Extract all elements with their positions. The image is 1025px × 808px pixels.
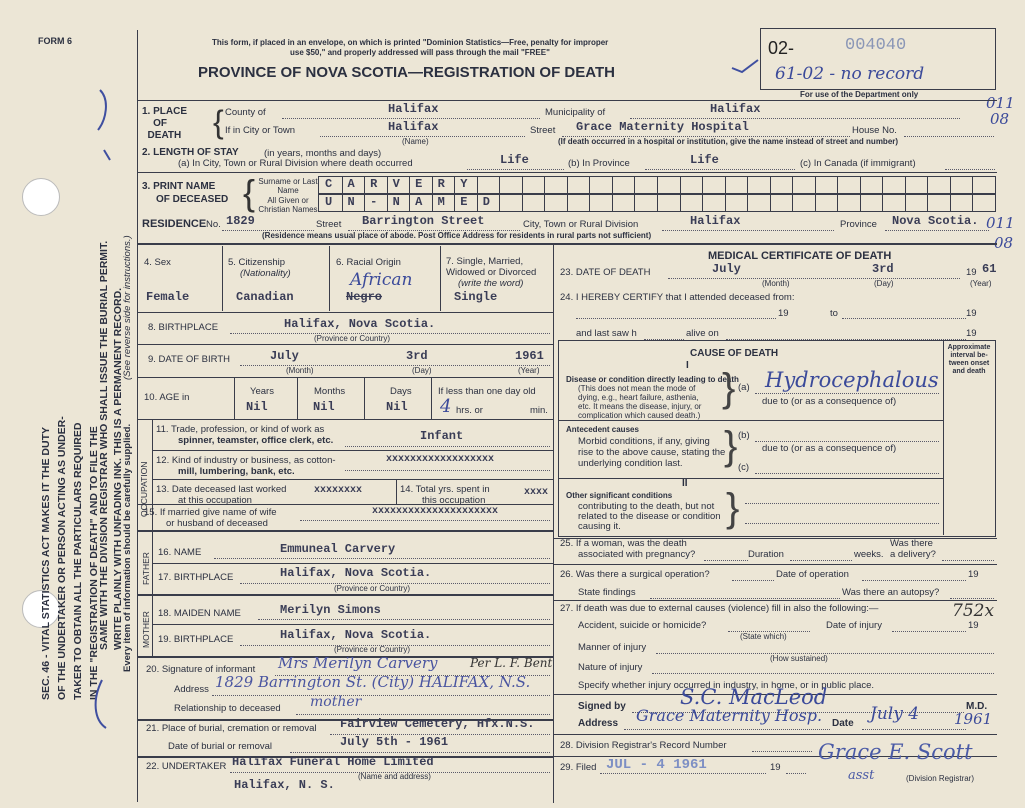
q25-label-a: 25. If a woman, was the death — [560, 538, 687, 549]
dob-month-sub: (Month) — [286, 366, 314, 375]
given-name-letter: - — [370, 195, 378, 209]
street-value: Grace Maternity Hospital — [576, 120, 749, 134]
occ-12-label-a: 12. Kind of industry or business, as cotton- — [156, 455, 336, 466]
q25-delivery: a delivery? — [890, 549, 936, 560]
undertaker-sub: (Name and address) — [358, 772, 431, 781]
state-findings: State findings — [578, 587, 636, 598]
q29-19: 19 — [770, 762, 781, 773]
stay-a-label: (a) In City, Town or Rural Division where death occurred — [178, 158, 413, 169]
date-of-death-label: 23. DATE OF DEATH — [560, 267, 651, 278]
occ-15-value: xxxxxxxxxxxxxxxxxxxxx — [372, 506, 499, 517]
signed-by-label: Signed by — [578, 701, 626, 712]
disease-line-1: Disease or condition directly leading to death — [566, 375, 739, 384]
minutes-label: min. — [530, 405, 548, 416]
q26-label: 26. Was there a surgical operation? — [560, 569, 710, 580]
other-2: contributing to the death, but not — [578, 501, 715, 512]
age-days: Nil — [386, 400, 408, 414]
surname-letter: V — [392, 177, 400, 191]
marital-value: Single — [454, 290, 498, 304]
signed-by-signature: S.C. MacLeod — [680, 685, 828, 709]
city-town-label: If in City or Town — [225, 125, 296, 136]
municipality-value: Halifax — [710, 102, 761, 116]
dod-year: 61 — [982, 262, 997, 276]
racial-origin-typed: Negro — [346, 290, 383, 304]
surname-letter: Y — [460, 177, 468, 191]
father-birthplace: Halifax, Nova Scotia. — [280, 566, 432, 580]
margin-code-3: 011 — [986, 214, 1015, 232]
q27-label: 27. If death was due to external causes (violence) fill in also the following:— — [560, 603, 879, 614]
sex-value: Female — [146, 290, 190, 304]
print-name-label-1: 3. PRINT NAME — [142, 181, 216, 192]
dod-year-prefix: 19 — [966, 267, 977, 278]
occ-15-label-b: or husband of deceased — [166, 518, 268, 529]
dod-year-sub: (Year) — [970, 279, 992, 288]
margin-code-1: 011 — [986, 94, 1015, 112]
sidebar-line-3: TAKER TO OBTAIN ALL THE PARTICULARS REQUIRED — [72, 422, 84, 700]
certify-19b: 19 — [966, 308, 977, 319]
age-years-label: Years — [250, 386, 274, 397]
punch-hole-top — [22, 178, 60, 216]
informant-signature: Mrs Merilyn Carvery — [278, 654, 438, 672]
cause-a-value: Hydrocephalous — [765, 368, 939, 392]
occ-13-label-a: 13. Date deceased last worked — [156, 484, 287, 495]
street-label: Street — [530, 125, 556, 136]
marital-label-1: 7. Single, Married, — [446, 256, 524, 267]
hours-label: hrs. or — [456, 405, 483, 416]
surname-letter: C — [325, 177, 333, 191]
dod-day: 3rd — [872, 262, 894, 276]
surname-label: Surname or Last Name — [258, 177, 318, 195]
residence-province-label: Province — [840, 219, 877, 230]
less-than-day-label: If less than one day old — [438, 386, 536, 397]
age-months: Nil — [313, 400, 335, 414]
form-title: PROVINCE OF NOVA SCOTIA—REGISTRATION OF DEATH — [198, 64, 615, 81]
medical-cert-title: MEDICAL CERTIFICATE OF DEATH — [708, 250, 892, 262]
occ-14-label-a: 14. Total yrs. spent in — [400, 484, 490, 495]
municipality-label: Municipality of — [545, 107, 606, 118]
cert-address: Grace Maternity Hosp. — [636, 706, 823, 725]
stay-b-label: (b) In Province — [568, 158, 630, 169]
envelope-notice-2: use $50," and properly addressed will pass through the mail "FREE" — [290, 48, 550, 57]
form-number: FORM 6 — [38, 36, 73, 46]
surname-letter: R — [370, 177, 378, 191]
given-name-letter: N — [392, 195, 400, 209]
roman-1: I — [686, 360, 689, 371]
given-name-boxes — [318, 194, 996, 212]
given-name-letter: M — [437, 195, 445, 209]
death-registration-form: SEC. 46 - VITAL STATISTICS ACT MAKES IT THE DUTY OF THE UNDERTAKER OR PERSON ACTING AS UNDER- TAKER TO OBTAIN ALL THE PARTICULARS REQUIRED IN THE "REGISTRATION OF DEATH" AND TO FILE THE SAME WITH THE DIVISION REGISTRAR WHO SHALL ISSUE THE BURIAL PERMIT. WRITE PLAINLY WITH UNFADING INK. THIS IS A PERMANENT RECORD. Every item of information should be carefully supplied. (See reverse side for instructions.) FORM 6 This form, if placed in an envelope, on which is printed "Dominion Statistics—Free, penalty for improper use $50," and properly addressed will pass through the mail "FREE" PROVINCE OF NOVA SCOTIA—REGISTRATION OF DEATH 02- 004040 61-02 - no record For use of the Department only 011 08 1. PLACE OF DEATH { County of Halifax Municipality of Halifax If in City or Town Halifax (Name) Street Grace Maternity Hospital House No. (If death occurred in a hospital or institution, give the name instead of street and number) 2. LENGTH OF STAY (in years, months and days) (a) In City, Town or Rural Division where death occurred Life (b) In Province Life (c) In Canada (if immigrant) 3. PRINT NAME OF DECEASED { Surname or Last Name All Given or Christian Names C A R V E R Y U N - N A M E D RESIDENCE No. 1829 Street Barrington Street City, Town or Rural Division Halifax Province Nova Scotia. (Residence means usual place of abode. Post Office Address for residents in rural parts not sufficient) 011 08 4. Sex Female 5. Citizenship (Nationality) Canadian 6. Racial Origin African Negro 7. Single, Married, Widowed or Divorced (write the word) Single 8. BIRTHPLACE Halifax, Nova Scotia. (Province or Country) 9. DATE OF BIRTH July 3rd 1961 (Month) (Day) (Year) 10. AGE in Years Months Days Nil Nil Nil If less than one day old 4 hrs. or min. OCCUPATION 11. Trade, profession, or kind of work as spinner, teamster, office clerk, etc. Infant 12. Kind of industry or business, as cotton- mill, lumbering, bank, etc. xxxxxxxxxxxxxxxxxx 13. Date deceased last worked at this occupation xxxxxxxx 14. Total yrs. spent in this occupation xxxx 15. If married give name of wife or husband of deceased xxxxxxxxxxxxxxxxxxxxx FATHER 16. NAME Emmuneal Carvery 17. BIRTHPLACE Halifax, Nova Scotia. (Province or Country) MOTHER 18. MAIDEN NAME Merilyn Simons 19. BIRTHPLACE Halifax, Nova Scotia. (Province or Country) 20. Signature of informant Mrs Merilyn Carvery Per L. F. Bent Address 1829 Barrington St. (City) HALIFAX, N.S. Relationship to deceased mother 21. Place of burial, cremation or removal Fairview Cemetery, Hfx.N.S. Date of burial or removal July 5th - 1961 22. UNDERTAKER Halifax Funeral Home Limited (Name and address) Halifax, N. S. MEDICAL CERTIFICATE OF DEATH 23. DATE OF DEATH July 3rd 19 61 (Month) (Day) (Year) 24. I HEREBY CERTIFY that I attended deceased from: 19 to 19 and last saw h alive on 19 CAUSE OF DEATH Approximate interval be-tween onset and death I Disease or condition directly leading to death (This does not mean the mode of dying, e.g., heart failure, asthenia, etc. It means the disease, injury, or complication which caused death.) } (a) Hydrocephalous due to (or as a consequence of) Antecedent causes Morbid conditions, if any, giving rise to the above cause, stating the underlying condition last. } (b) due to (or as a consequence of) (c) II Other significant conditions contributing to the death, but not related to the disease or condition causing it. } 25. If a woman, was the death associated with pregnancy? Duration weeks. Was there a delivery? 26. Was there a surgical operation? Date of operation 19 State findings Was there an autopsy? 27. If death was due to external causes (violence) fill in also the following:— 752x Accident, suicide or homicide? (State which) Date of injury 19 Manner of injury (How sustained) Nature of injury Specify whether injury occurred in industry, in home, or in public place. Signed by S.C. MacLeod M.D. Address Grace Maternity Hosp. Date July 4 1961 28. Division Registrar's Record Number 29. Filed JUL - 4 1961 19 Grace E. Scott asst (Division Registrar) — [0, 0, 1025, 808]
occ-15-label-a: 15. If married give name of wife — [144, 507, 277, 518]
q28-label: 28. Division Registrar's Record Number — [560, 740, 727, 751]
given-name-letter: N — [347, 195, 355, 209]
father-birthplace-label: 17. BIRTHPLACE — [158, 572, 234, 583]
hospital-note: (If death occurred in a hospital or institution, give the name instead of street and number) — [558, 137, 899, 146]
department-note: 61-02 - no record — [775, 64, 925, 84]
occ-11-value: Infant — [420, 429, 464, 443]
informant-sig-label: 20. Signature of informant — [146, 664, 256, 675]
stay-b-value: Life — [690, 153, 719, 167]
mother-birthplace-sub: (Province or Country) — [334, 645, 411, 654]
county-label: County of — [225, 107, 266, 118]
mother-birthplace: Halifax, Nova Scotia. — [280, 628, 432, 642]
nature-label: Nature of injury — [578, 662, 643, 673]
q26-19: 19 — [968, 569, 979, 580]
cause-a-label: (a) — [738, 382, 750, 393]
birthplace-label: 8. BIRTHPLACE — [148, 322, 219, 333]
age-days-label: Days — [390, 386, 412, 397]
sidebar-line-7: Every item of information should be carefully supplied. — [122, 423, 133, 672]
age-years: Nil — [246, 400, 268, 414]
given-names-label: All Given or Christian Names — [258, 196, 318, 214]
q25-duration: Duration — [748, 549, 784, 560]
sidebar-line-5: SAME WITH THE DIVISION REGISTRAR WHO SHALL ISSUE THE BURIAL PERMIT. — [98, 240, 110, 650]
residence-street: Barrington Street — [362, 214, 485, 228]
q25-was-there: Was there — [890, 538, 933, 549]
other-4: causing it. — [578, 521, 621, 532]
occupation-side-label: OCCUPATION — [139, 461, 149, 517]
how-sustained: (How sustained) — [770, 654, 828, 663]
certify-19a: 19 — [778, 308, 789, 319]
margin-code-4: 08 — [994, 234, 1014, 252]
q25-weeks: weeks. — [854, 549, 884, 560]
given-name-letter: D — [482, 195, 490, 209]
citizenship-value: Canadian — [236, 290, 294, 304]
informant-address-label: Address — [174, 684, 209, 695]
mother-name-label: 18. MAIDEN NAME — [158, 608, 241, 619]
burial-place-label: 21. Place of burial, cremation or removal — [146, 723, 317, 734]
county-value: Halifax — [388, 102, 439, 116]
disease-line-2: (This does not mean the mode of — [578, 384, 696, 393]
residence-note: (Residence means usual place of abode. Post Office Address for residents in rural parts not sufficient) — [262, 231, 652, 240]
undertaker-city: Halifax, N. S. — [234, 778, 335, 792]
registrar-signature: Grace E. Scott — [818, 740, 973, 764]
dob-day: 3rd — [406, 349, 428, 363]
roman-2: II — [682, 478, 688, 489]
q27-19: 19 — [968, 620, 979, 631]
occ-13-value: xxxxxxxx — [314, 485, 363, 496]
mother-side-label: MOTHER — [141, 611, 151, 648]
other-1: Other significant conditions — [566, 491, 673, 500]
sidebar-line-4: IN THE "REGISTRATION OF DEATH" AND TO FILE THE — [88, 426, 100, 700]
hours-value: 4 — [440, 396, 452, 417]
given-name-letter: U — [325, 195, 333, 209]
surname-letter: A — [347, 177, 355, 191]
dob-year: 1961 — [515, 349, 544, 363]
marital-label-2: Widowed or Divorced — [446, 267, 537, 278]
racial-origin-label: 6. Racial Origin — [336, 257, 401, 268]
city-town-value: Halifax — [388, 120, 439, 134]
burial-date: July 5th - 1961 — [340, 735, 449, 749]
sidebar-line-6: WRITE PLAINLY WITH UNFADING INK. THIS IS A PERMANENT RECORD. — [112, 287, 124, 650]
disease-line-4: etc. It means the disease, injury, or — [578, 402, 702, 411]
birthplace-value: Halifax, Nova Scotia. — [284, 317, 436, 331]
father-side-label: FATHER — [141, 552, 151, 585]
dod-month: July — [712, 262, 741, 276]
marital-label-3: (write the word) — [458, 278, 524, 289]
dod-month-sub: (Month) — [762, 279, 790, 288]
last-saw-label: and last saw h — [576, 328, 637, 339]
citizenship-sub: (Nationality) — [240, 268, 291, 279]
certify-label: 24. I HEREBY CERTIFY that I attended deceased from: — [560, 292, 795, 303]
mother-name: Merilyn Simons — [280, 603, 381, 617]
antecedent-4: underlying condition last. — [578, 458, 683, 469]
code-752x: 752x — [952, 601, 995, 621]
antecedent-1: Antecedent causes — [566, 425, 639, 434]
place-of-death-label: 1. PLACE OF DEATH — [142, 106, 188, 141]
stay-c-label: (c) In Canada (if immigrant) — [800, 158, 916, 169]
sidebar-line-1: SEC. 46 - VITAL STATISTICS ACT MAKES IT THE DUTY — [40, 426, 52, 700]
manner-label: Manner of injury — [578, 642, 647, 653]
residence-no: 1829 — [226, 214, 255, 228]
disease-line-5: complication which caused death.) — [578, 411, 701, 420]
cause-b-label: (b) — [738, 430, 750, 441]
registrar-asst: asst — [848, 768, 875, 783]
surname-letter: E — [415, 177, 423, 191]
registration-number: 004040 — [845, 36, 907, 55]
given-name-letter: A — [415, 195, 423, 209]
length-of-stay-label: 2. LENGTH OF STAY — [142, 147, 239, 158]
certify-19c: 19 — [966, 328, 977, 339]
age-months-label: Months — [314, 386, 346, 397]
antecedent-3: rise to the above cause, stating the — [578, 447, 726, 458]
accident-label: Accident, suicide or homicide? — [578, 620, 707, 631]
dob-label: 9. DATE OF BIRTH — [148, 354, 230, 365]
dod-day-sub: (Day) — [874, 279, 894, 288]
occ-11-label-b: spinner, teamster, office clerk, etc. — [178, 435, 334, 446]
residence-province: Nova Scotia. — [892, 214, 979, 228]
residence-city-label: City, Town or Rural Division — [523, 219, 639, 230]
other-3: related to the disease or condition — [578, 511, 721, 522]
q26-date-op: Date of operation — [776, 569, 849, 580]
occ-11-label-a: 11. Trade, profession, or kind of work as — [156, 424, 325, 435]
length-of-stay-sub: (in years, months and days) — [264, 148, 382, 159]
registrar-label: (Division Registrar) — [906, 774, 975, 783]
mother-birthplace-label: 19. BIRTHPLACE — [158, 634, 234, 645]
dob-day-sub: (Day) — [412, 366, 432, 375]
surname-letter: R — [437, 177, 445, 191]
filed-stamp: JUL - 4 1961 — [606, 757, 707, 773]
occ-13-label-b: at this occupation — [178, 495, 252, 506]
disease-line-3: dying, e.g., heart failure, asthenia, — [578, 393, 699, 402]
occ-14-value: xxxx — [524, 487, 549, 498]
certify-to: to — [830, 308, 838, 319]
informant-address: 1829 Barrington St. (City) HALIFAX, N.S. — [215, 673, 531, 691]
cert-address-label: Address — [578, 718, 619, 729]
sidebar-line-8: (See reverse side for instructions.) — [122, 235, 133, 380]
print-name-label-2: OF DECEASED — [156, 194, 229, 205]
due-to-b: due to (or as a consequence of) — [762, 443, 897, 454]
antecedent-2: Morbid conditions, if any, giving — [578, 436, 710, 447]
relationship-label: Relationship to deceased — [174, 703, 281, 714]
q29-label: 29. Filed — [560, 762, 597, 773]
surname-boxes — [318, 176, 996, 194]
q25-label-b: associated with pregnancy? — [578, 549, 696, 560]
due-to-a: due to (or as a consequence of) — [762, 396, 897, 407]
residence-label: RESIDENCE — [142, 218, 207, 230]
alive-on-label: alive on — [686, 328, 719, 339]
given-name-letter: E — [460, 195, 468, 209]
city-name-sub: (Name) — [402, 137, 429, 146]
burial-date-label: Date of burial or removal — [168, 741, 273, 752]
envelope-notice-1: This form, if placed in an envelope, on which is printed "Dominion Statistics—Free, penalty for improper — [212, 38, 609, 47]
autopsy: Was there an autopsy? — [842, 587, 940, 598]
house-no-label: House No. — [852, 125, 897, 136]
relationship-value: mother — [310, 694, 362, 710]
age-label: 10. AGE in — [144, 392, 190, 403]
residence-city: Halifax — [690, 214, 741, 228]
undertaker-name: Halifax Funeral Home Limited — [232, 755, 434, 769]
citizenship-label: 5. Citizenship — [228, 257, 286, 268]
cause-of-death-title: CAUSE OF DEATH — [690, 348, 779, 359]
check-mark — [730, 56, 760, 76]
father-name: Emmuneal Carvery — [280, 542, 396, 556]
department-use-label: For use of the Department only — [800, 90, 919, 99]
residence-no-label: No. — [206, 219, 221, 230]
specify-label: Specify whether injury occurred in industry, in home, or in public place. — [578, 680, 875, 691]
cert-date-year: 1961 — [954, 710, 993, 728]
informant-per: Per L. F. Bent — [470, 656, 553, 670]
cause-c-label: (c) — [738, 462, 750, 473]
racial-origin-handwritten: African — [350, 270, 413, 290]
registration-prefix: 02- — [768, 38, 795, 58]
dob-month: July — [270, 349, 299, 363]
residence-street-label: Street — [316, 219, 342, 230]
stay-a-value: Life — [500, 153, 529, 167]
dob-year-sub: (Year) — [518, 366, 540, 375]
father-name-label: 16. NAME — [158, 547, 202, 558]
sidebar-line-2: OF THE UNDERTAKER OR PERSON ACTING AS UNDER- — [56, 416, 68, 700]
cert-date-label: Date — [832, 718, 854, 729]
interval-label: Approximate interval be-tween onset and death — [947, 344, 991, 375]
margin-code-2: 08 — [990, 110, 1010, 128]
sex-label: 4. Sex — [144, 257, 171, 268]
md-label: M.D. — [966, 701, 988, 712]
occ-12-value: xxxxxxxxxxxxxxxxxx — [386, 454, 495, 465]
occ-14-label-b: this occupation — [422, 495, 486, 506]
date-injury: Date of injury — [826, 620, 882, 631]
sidebar-pen-marks — [80, 60, 130, 740]
undertaker-label: 22. UNDERTAKER — [146, 761, 227, 772]
burial-place: Fairview Cemetery, Hfx.N.S. — [340, 717, 535, 731]
occ-12-label-b: mill, lumbering, bank, etc. — [178, 466, 295, 477]
cert-date: July 4 — [870, 704, 920, 724]
state-which: (State which) — [740, 632, 787, 641]
birthplace-sub: (Province or Country) — [314, 334, 391, 343]
father-birthplace-sub: (Province or Country) — [334, 584, 411, 593]
